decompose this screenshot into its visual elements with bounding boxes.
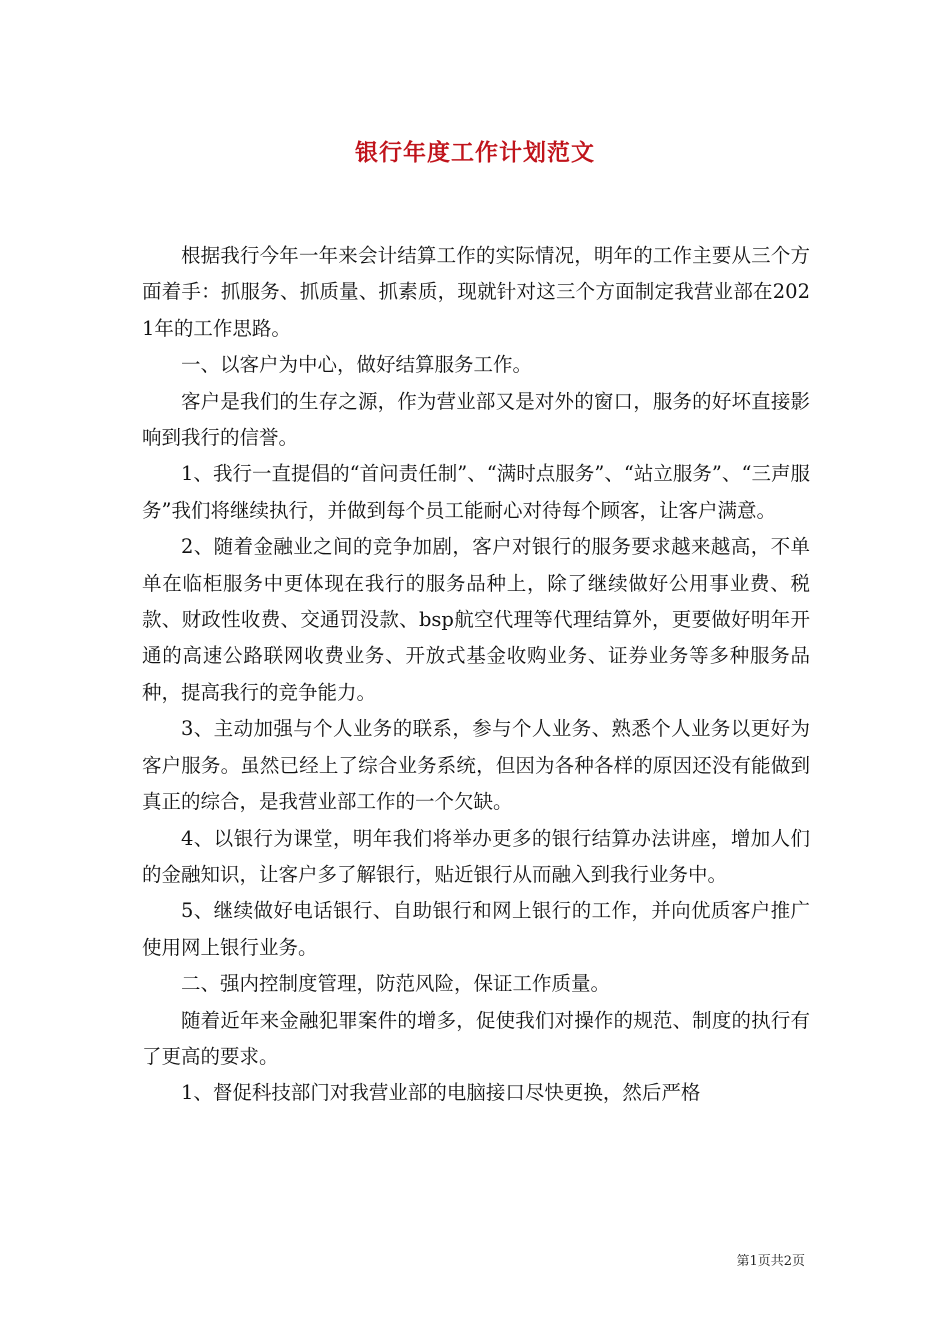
paragraph-item-5: 5、继续做好电话银行、自助银行和网上银行的工作，并向优质客户推广使用网上银行业务。 [142, 899, 810, 959]
paragraph-item-1: 1、我行一直提倡的“首问责任制”、“满时点服务”、“站立服务”、“三声服务”我们将继续执行，并做到每个员工能耐心对待每个顾客，让客户满意。 [142, 462, 810, 522]
document-body [142, 238, 810, 1112]
paragraph-item-3: 3、主动加强与个人业务的联系，参与个人业务、熟悉个人业务以更好为客户服务。虽然已经上了综合业务系统，但因为各种各样的原因还没有能做到真正的综合，是我营业部工作的一个欠缺。 [142, 717, 810, 814]
paragraph-section-2-intro: 随着近年来金融犯罪案件的增多，促使我们对操作的规范、制度的执行有了更高的要求。 [142, 1008, 810, 1068]
paragraph-section-2-item-1: 1、督促科技部门对我营业部的电脑接口尽快更换，然后严格 [181, 1081, 701, 1105]
paragraph-intro: 根据我行今年一年来会计结算工作的实际情况，明年的工作主要从三个方面着手：抓服务、抓质量、抓素质，现就针对这三个方面制定我营业部在2021年的工作思路。 [142, 244, 810, 340]
paragraph-section-1-heading: 一、以客户为中心，做好结算服务工作。 [181, 353, 533, 377]
paragraph-section-1-intro: 客户是我们的生存之源，作为营业部又是对外的窗口，服务的好坏直接影响到我行的信誉。 [142, 389, 810, 450]
paragraph-item-2: 2、随着金融业之间的竞争加剧，客户对银行的服务要求越来越高，不单单在临柜服务中更体现在我行的服务品种上，除了继续做好公用事业费、税款、财政性收费、交通罚没款、bsp航空代理等代理结算外，更要做好明年开通的高速公路联网收费业务、开放式基金收购业务、证券业务等多种服务品种，提高我行的竞争能力。 [142, 535, 810, 704]
page-number: 第1页共2页 [736, 1254, 805, 1269]
paragraph-item-4: 4、以银行为课堂，明年我们将举办更多的银行结算办法讲座，增加人们的金融知识，让客户多了解银行，贴近银行从而融入到我行业务中。 [142, 826, 810, 886]
paragraph-section-2-heading: 二、强内控制度管理，防范风险，保证工作质量。 [181, 972, 611, 996]
document-title: 银行年度工作计划范文 [355, 139, 595, 166]
